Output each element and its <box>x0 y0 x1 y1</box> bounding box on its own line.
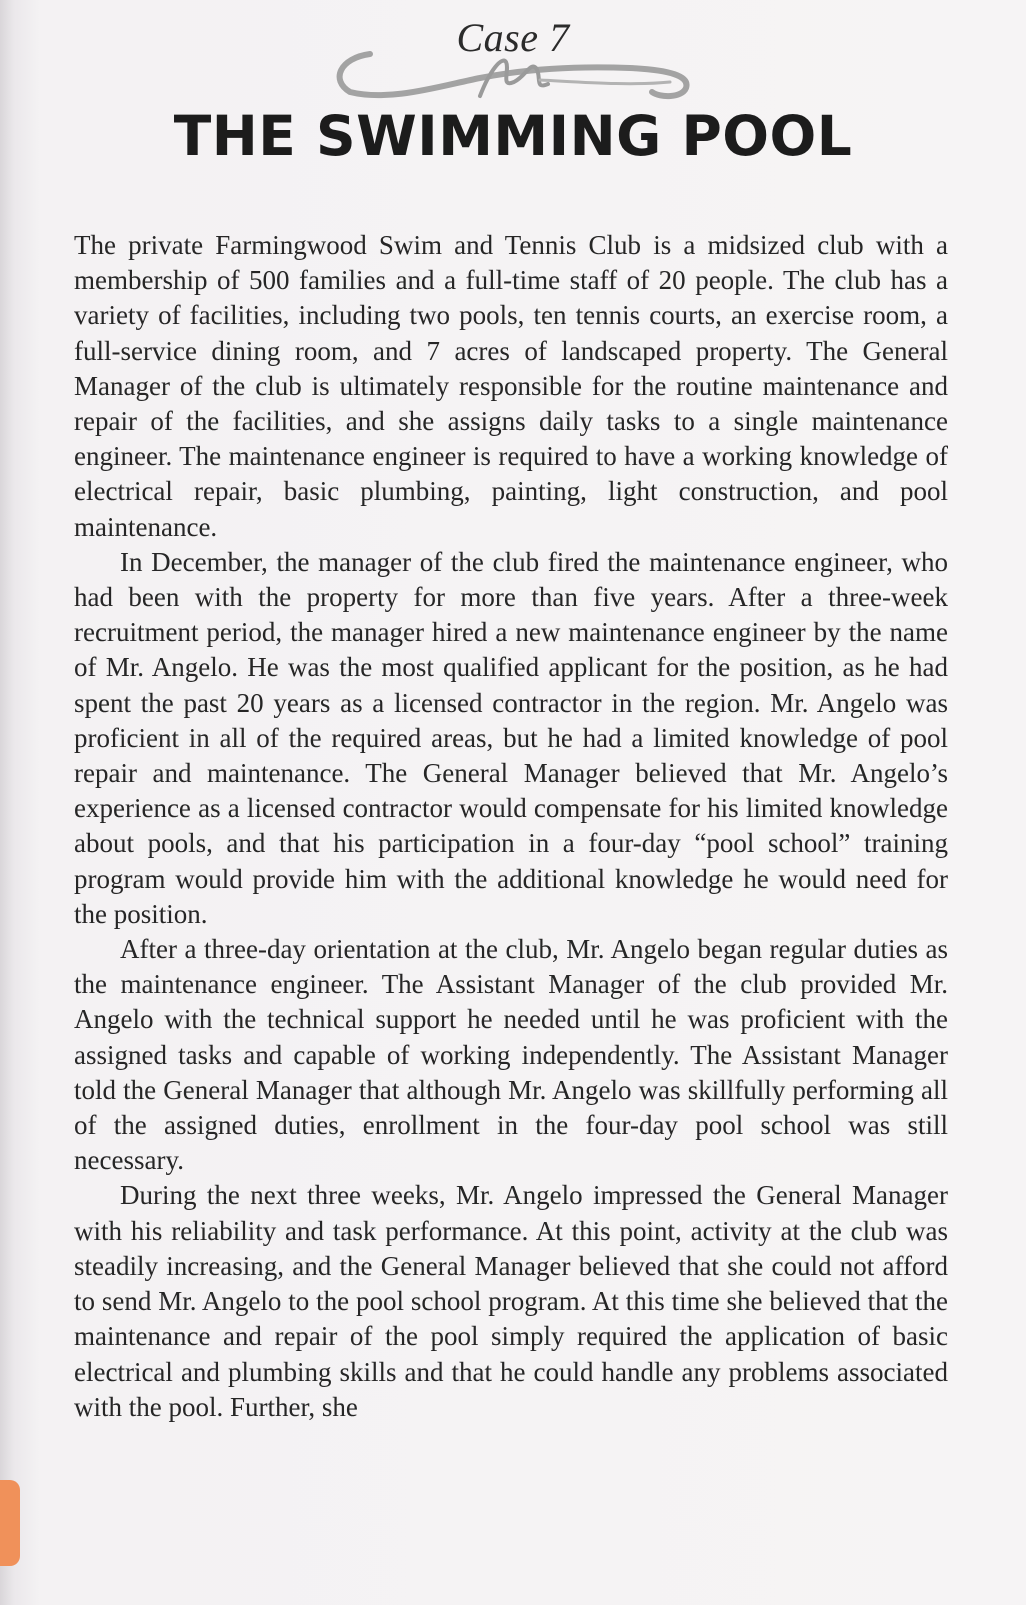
case-body-text <box>74 228 948 1425</box>
case-label: Case 7 <box>456 15 570 60</box>
paragraph: During the next three weeks, Mr. Angelo impressed the General Manager with his reliability and task performance. At this point, activity at the club was steadily increasing, and the General Manager believed that she could not afford to send Mr. Angelo to the pool school program. At this time she believed that the maintenance and repair of the pool simply required the application of basic electrical and plumbing skills and that he could handle any problems associated with the pool. Further, she <box>74 1180 948 1422</box>
paragraph: After a three-day orientation at the club, Mr. Angelo began regular duties as the maintenance engineer. The Assistant Manager of the club provided Mr. Angelo with the technical support he needed until he was proficient with the assigned tasks and capable of working independently. The Assistant Manager told the General Manager that although Mr. Angelo was skillfully performing all of the assigned duties, enrollment in the four-day pool school was still necessary. <box>74 934 948 1176</box>
page-title: THE SWIMMING POOL <box>173 104 853 168</box>
decorative-swash-icon <box>330 40 710 110</box>
page-tab-marker <box>0 1480 20 1566</box>
paragraph: The private Farmingwood Swim and Tennis Club is a midsized club with a membership of 500 families and a full-time staff of 20 people. The club has a variety of facilities, including two pools, ten tennis courts, an exercise room, a full-service dining room, and 7 acres of landscaped property. The General Manager of the club is ultimately responsible for the routine maintenance and repair of the facilities, and she assigns daily tasks to a single maintenance engineer. The maintenance engineer is required to have a working knowledge of electrical repair, basic plumbing, painting, light construction, and pool maintenance. <box>74 230 948 542</box>
paragraph: In December, the manager of the club fired the maintenance engineer, who had been with the property for more than five years. After a three-week recruitment period, the manager hired a new maintenance engineer by the name of Mr. Angelo. He was the most qualified applicant for the position, as he had spent the past 20 years as a licensed contractor in the region. Mr. Angelo was proficient in all of the required areas, but he had a limited knowledge of pool repair and maintenance. The General Manager believed that Mr. Angelo’s experience as a licensed contractor would compensate for his limited knowledge about pools, and that his participation in a four-day “pool school” training program would provide him with the additional knowledge he would need for the position. <box>74 546 948 929</box>
